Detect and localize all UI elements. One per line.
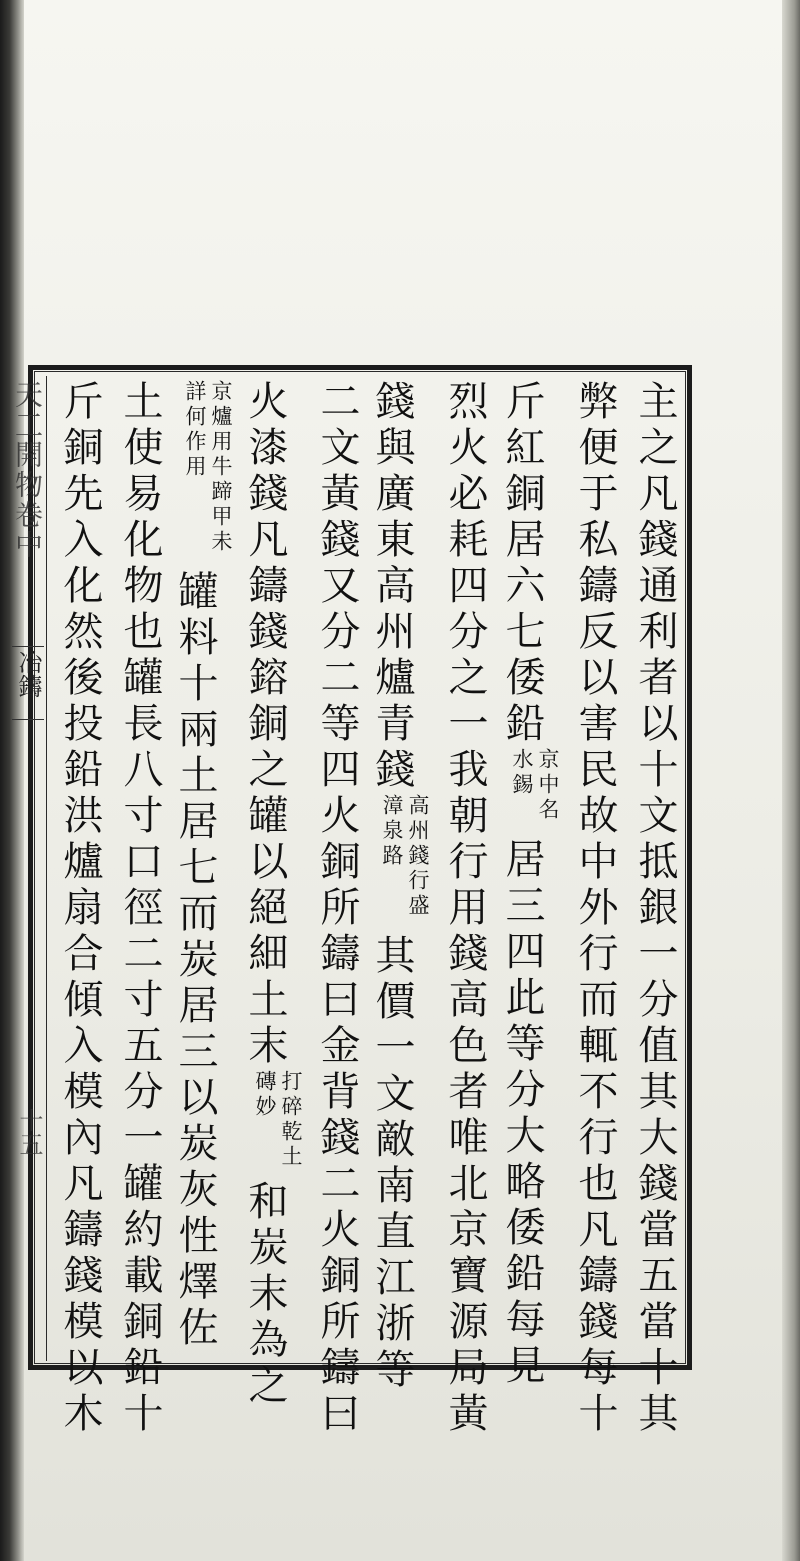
margin-section-label: 冶鑄 — [14, 650, 42, 698]
text-column-5-post: 其價一文敵南直江浙等 — [369, 934, 415, 1394]
margin-page-number: 十五 — [15, 1108, 43, 1156]
margin-book-title: 天工開物卷中 — [11, 380, 44, 560]
text-column-8-post: 罐料十兩土居七而炭居三以炭灰性燡佐 — [172, 570, 218, 1352]
text-column-2: 弊便于私鑄反以害民故中外行而輒不行也凡鑄錢每十 — [572, 380, 618, 1438]
text-column-3-post: 居三四此等分大略倭鉛每見 — [499, 838, 545, 1390]
text-column-5-pre: 錢與廣東高州爐青錢 — [369, 380, 415, 794]
text-column-10: 斤銅先入化然後投鉛洪爐扇合傾入模內凡鑄錢模以木 — [57, 380, 103, 1438]
page-edge — [782, 0, 800, 1561]
text-column-3-pre: 斤紅銅居六七倭鉛 — [499, 380, 545, 748]
text-column-1: 主之凡錢通利者以十文抵銀一分值其大錢當五當十其 — [632, 380, 678, 1438]
text-column-7-pre: 火漆錢凡鑄錢鎔銅之罐以絕細土末 — [242, 380, 288, 1070]
text-column-7 — [242, 380, 304, 1410]
text-column-3-note: 京中名水錫 — [510, 748, 560, 823]
text-column-6: 二文黃錢又分二等四火銅所鑄曰金背錢二火銅所鑄曰 — [314, 380, 360, 1438]
text-column-7-post: 和炭末為之 — [242, 1180, 288, 1410]
text-column-3 — [499, 380, 561, 1390]
text-column-5-note: 高州錢行盛漳泉路 — [380, 794, 430, 919]
text-column-8-note: 京爐用牛蹄甲未詳何作用 — [183, 380, 233, 555]
text-column-4: 烈火必耗四分之一我朝行用錢高色者唯北京寶源局黃 — [442, 380, 488, 1438]
text-column-8 — [172, 380, 234, 1355]
text-column-9: 土使易化物也罐長八寸口徑二寸五分一罐約載銅鉛十 — [117, 380, 163, 1438]
text-column-7-note: 打碎乾土磚妙 — [253, 1070, 303, 1170]
text-column-5 — [369, 380, 431, 1394]
